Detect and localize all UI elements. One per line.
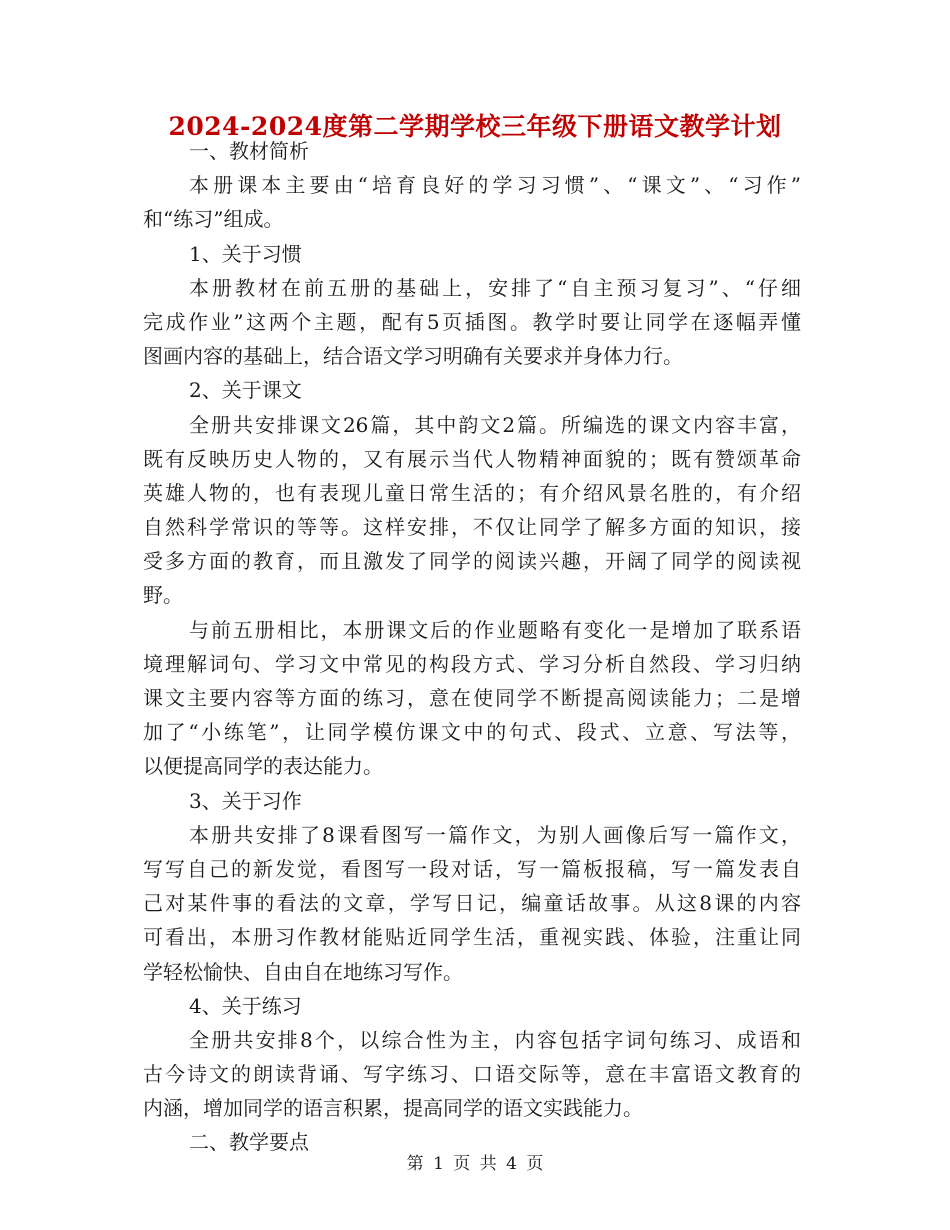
text-line: 全册共安排8个，以综合性为主，内容包括字词句练习、成语和 — [189, 1027, 801, 1052]
document-body — [143, 134, 801, 1160]
text-line: 写写自己的新发觉，看图写一段对话，写一篇板报稿，写一篇发表自 — [143, 856, 801, 881]
text-line: 课文主要内容等方面的练习，意在使同学不断提高阅读能力；二是增 — [143, 686, 801, 710]
text-line: 3、关于习作 — [189, 788, 302, 813]
text-line: 自然科学常识的等等。这样安排，不仅让同学了解多方面的知识，接 — [143, 515, 801, 540]
text-line: 图画内容的基础上，结合语文学习明确有关要求并身体力行。 — [143, 344, 683, 369]
text-line: 古今诗文的朗读背诵、写字练习、口语交际等，意在丰富语文教育的 — [143, 1062, 801, 1087]
text-line: 英雄人物的，也有表现儿童日常生活的；有介绍风景名胜的，有介绍 — [143, 480, 801, 505]
text-line: 完成作业”这两个主题，配有5页插图。教学时要让同学在逐幅弄懂 — [143, 309, 801, 334]
text-line: 野。 — [143, 583, 183, 608]
text-line: 和“练习”组成。 — [143, 207, 284, 232]
document-title: 2024-2024度第二学期学校三年级下册语文教学计划 — [168, 112, 782, 141]
text-line: 境理解词句、学习文中常见的构段方式、学习分析自然段、学习归纳 — [143, 651, 801, 676]
text-line: 2、关于课文 — [189, 378, 302, 403]
text-line: 本册共安排了8课看图写一篇作文，为别人画像后写一篇作文， — [189, 822, 801, 847]
page-footer: 第 1 页 共 4 页 — [406, 1154, 544, 1174]
text-line: 4、关于练习 — [189, 993, 302, 1018]
text-line: 学轻松愉快、自由自在地练习写作。 — [143, 959, 463, 984]
text-line: 可看出，本册习作教材能贴近同学生活，重视实践、体验，注重让同 — [143, 925, 801, 950]
text-line: 以便提高同学的表达能力。 — [143, 754, 383, 779]
text-line: 全册共安排课文26篇，其中韵文2篇。所编选的课文内容丰富， — [189, 412, 801, 437]
text-line: 既有反映历史人物的，又有展示当代人物精神面貌的；既有赞颂革命 — [143, 446, 801, 471]
text-line: 1、关于习惯 — [189, 241, 302, 266]
text-line: 内涵，增加同学的语言积累，提高同学的语文实践能力。 — [143, 1096, 643, 1121]
text-line: 受多方面的教育，而且激发了同学的阅读兴趣，开阔了同学的阅读视 — [143, 549, 801, 574]
text-line: 加了“小练笔”，让同学模仿课文中的句式、段式、立意、写法等， — [143, 720, 801, 745]
text-line: 己对某件事的看法的文章，学写日记，编童话故事。从这8课的内容 — [143, 891, 801, 916]
text-line: 本册教材在前五册的基础上，安排了“自主预习复习”、“仔细 — [189, 275, 801, 300]
text-line: 与前五册相比，本册课文后的作业题略有变化一是增加了联系语 — [189, 617, 801, 642]
text-line: 二、教学要点 — [189, 1130, 309, 1155]
text-line: 本册课本主要由“培育良好的学习习惯”、“课文”、“习作” — [189, 173, 801, 198]
text-line: 一、教材简析 — [189, 139, 309, 163]
